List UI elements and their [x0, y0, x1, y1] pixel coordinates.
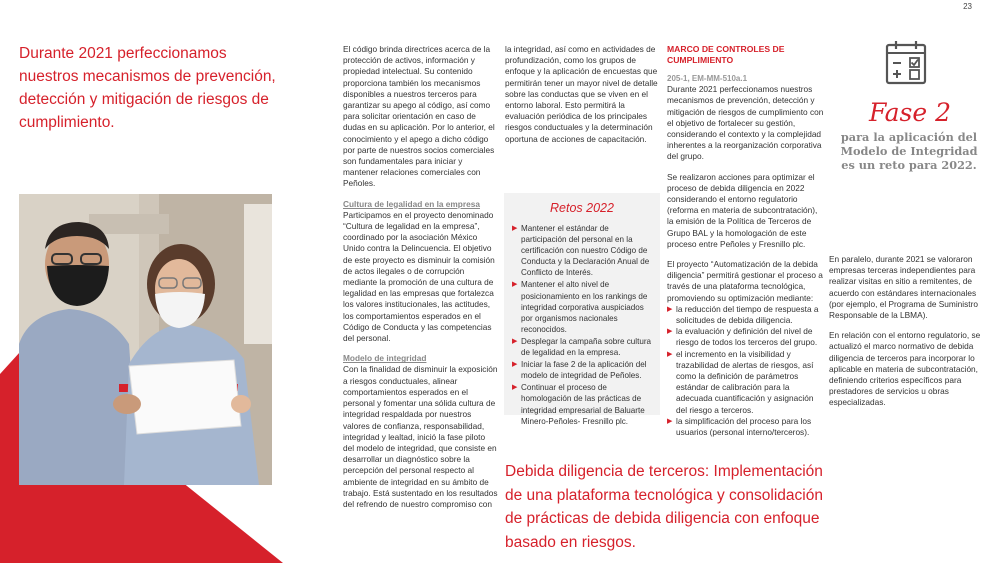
paragraph: la integridad, así como en actividades de profundización, como los grupos de enfoque y la aplicación de encuestas que permitirán tener un mayor nivel de detalle sobre las conductas que se viven en el entorno laboral. Esto permitirá la evaluación periódica de los principales riesgos conductuales y la determinación oportuna de acciones de capacitación. — [505, 44, 658, 144]
checklist-icon — [885, 40, 927, 85]
triangle-bullet-icon: ▶ — [667, 305, 673, 313]
list-item: ▶ Mantener el estándar de participación del personal en la certificación con nuestro Código de Conducta y la Declaración Anual de Conflicto de Interés. — [512, 224, 650, 278]
list-item: ▶ la reducción del tiempo de respuesta a solicitudes de debida diligencia. — [667, 303, 819, 326]
triangle-bullet-icon: ▶ — [512, 361, 518, 369]
subheading-modelo-integridad: Modelo de integridad — [343, 353, 427, 364]
paragraph: En paralelo, durante 2021 se valoraron empresas terceras independientes para realizar visitas en sitio a remitentes, de acuerdo con estándares internacionales (por ejemplo, el Programa de Suministro Responsable de la LBMA). — [829, 254, 978, 321]
paragraph: En relación con el entorno regulatorio, se actualizó el marco normativo de debida diligencia de terceros para incorporar lo aplicable en materia de subcontratación, definiendo criterios específicos para prestadores de servicios u obras especializadas. — [829, 330, 981, 408]
retos-list — [504, 223, 660, 427]
triangle-bullet-icon: ▶ — [512, 384, 518, 392]
page-number: 23 — [963, 2, 972, 11]
list-item: ▶ Desplegar la campaña sobre cultura de legalidad en la empresa. — [512, 336, 652, 358]
list-item: ▶ el incremento en la visibilidad y trazabilidad de alertas de riesgos, así como la definición de parámetros estándar de calibración para la adecuada cuantificación y asignación del riesgo a terceros. — [667, 348, 814, 415]
body-column-3 — [667, 44, 825, 438]
paragraph: Participamos en el proyecto denominado “Cultura de legalidad en la empresa”, coordinado por la asociación México Unido contra la Delincuencia. El objetivo de este proyecto es disminuir la comisión de actos ilegales o de corrupción mediante la promoción de una cultura de legalidad en las empresas que fortalezca los valores institucionales, las actitudes, los comportamientos esperados en el Código de Conducta y las competencias del personal. — [343, 209, 495, 344]
paragraph: Se realizaron acciones para optimizar el proceso de debida diligencia en 2022 considerando el entorno regulatorio (reforma en materia de subcontratación), la emisión de la Política de Terceros de Grupo BAL y la homologación de este proceso entre Peñoles y Fresnillo plc. — [667, 171, 818, 249]
fase-subtitle: para la aplicación del Modelo de Integridad es un reto para 2022. — [840, 130, 978, 172]
optimization-list — [667, 304, 825, 438]
triangle-bullet-icon: ▶ — [667, 417, 673, 425]
paragraph: Durante 2021 perfeccionamos nuestros mecanismos de prevención, detección y mitigación de riesgos de cumplimiento con el objetivo de fortalecer su gestión, considerando el contexto y la complejidad inherentes a la reorganización corporativa del grupo. — [667, 84, 824, 162]
list-item: ▶ la simplificación del proceso para los usuarios (personal interno/terceros). — [667, 415, 812, 438]
section-heading: MARCO DE CONTROLES DE CUMPLIMIENTO — [667, 44, 785, 65]
paragraph: El proyecto “Automatización de la debida diligencia” permitirá gestionar el proceso a través de una plataforma tecnológica, promoviendo su optimización mediante: — [667, 259, 823, 303]
list-item: ▶ la evaluación y definición del nivel de riesgo de todos los terceros del grupo. — [667, 326, 818, 348]
paragraph: El código brinda directrices acerca de la protección de activos, información y propiedad intelectual. Su contenido proporciona también los mecanismos disponibles a nuestros terceros para garantizar su apego al código, así como para solicitar orientación en caso de dudas en su aplicación. Por lo anterior, el conocimiento y el apego a dicho código por parte de nuestros socios comerciales son fundamentales para iniciar y mantener relaciones comerciales con Peñoles. — [343, 44, 495, 189]
gri-code: 205-1, EM-MM-510a.1 — [667, 74, 748, 83]
triangle-bullet-icon: ▶ — [512, 337, 518, 345]
fase-title: Fase 2 — [868, 98, 952, 127]
triangle-bullet-icon: ▶ — [512, 281, 518, 289]
triangle-bullet-icon: ▶ — [512, 225, 518, 232]
body-column-2 — [505, 44, 658, 154]
body-column-4 — [829, 254, 985, 418]
triangle-bullet-icon: ▶ — [667, 328, 673, 336]
list-item: ▶ Mantener el alto nivel de posicionamiento en los rankings de integridad corporativa auspiciados por organismos nacionales reconocidos. — [512, 280, 648, 334]
subheading-cultura-legalidad: Cultura de legalidad en la empresa — [343, 198, 480, 209]
due-diligence-headline: Debida diligencia de terceros: Implementación de una plataforma tecnológica y consolidación de prácticas de debida diligencia con enfoque basado en riesgos. — [505, 463, 823, 551]
paragraph: Con la finalidad de disminuir la exposición a riesgos conductuales, alinear comportamientos esperados en el personal y fomentar una sólida cultura de integridad respaldada por nuestros valores de confianza, responsabilidad, integridad y lealtad, inició la fase piloto del modelo de integridad, que consiste en desarrollar un diagnóstico sobre la percepción del personal respecto al ambiente de integridad en su ámbito de trabajo. Está sustentado en los resultados del refrendo de nuestro compromiso con — [343, 364, 498, 509]
retos-2022-box — [504, 193, 660, 426]
list-item: ▶ Continuar el proceso de homologación de las prácticas de integridad empresarial de Baluarte Minero-Peñoles- Fresnillo plc. — [512, 383, 645, 426]
employees-photo — [19, 194, 272, 485]
headline: Durante 2021 perfeccionamos nuestros mecanismos de prevención, detección y mitigación de riesgos de cumplimiento. — [19, 45, 276, 131]
list-item: ▶ Iniciar la fase 2 de la aplicación del modelo de integridad de Peñoles. — [512, 360, 647, 381]
retos-title: Retos 2022 — [550, 201, 614, 215]
triangle-bullet-icon: ▶ — [667, 350, 673, 358]
body-column-1 — [343, 44, 498, 519]
